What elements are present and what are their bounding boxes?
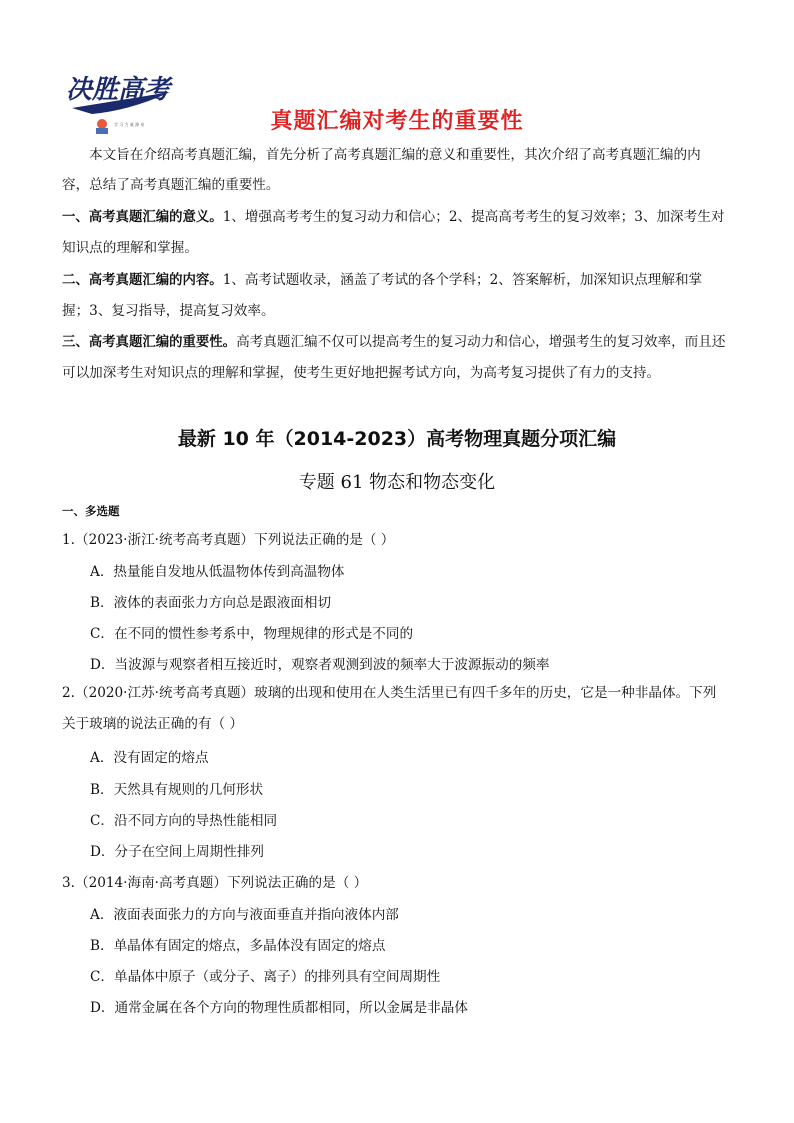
section-3-head: 三、高考真题汇编的重要性。: [62, 335, 237, 350]
question-3-option-c: C．单晶体中原子（或分子、离子）的排列具有空间周期性: [90, 969, 441, 985]
section-label: 一、多选题: [62, 504, 120, 518]
topic-heading: 专题 61 物态和物态变化: [298, 472, 496, 493]
section-3: [62, 327, 726, 388]
question-2-option-a: A．没有固定的熔点: [90, 750, 209, 766]
question-2-stem: 2.（2020·江苏·统考高考真题）玻璃的出现和使用在人类生活里已有四千多年的历史，它是一种非晶体。下列关于玻璃的说法正确的有（ ）: [62, 685, 717, 732]
question-3-stem: 3.（2014·海南·高考真题）下列说法正确的是（ ）: [62, 875, 368, 891]
question-2-option-b: B．天然具有规则的几何形状: [90, 782, 264, 798]
question-1-option-d: D．当波源与观察者相互接近时，观察者观测到波的频率大于波源振动的频率: [90, 657, 550, 673]
section-1-body: 1、增强高考考生的复习动力和信心；2、提高高考考生的复习效率；3、加深考生对知识点的理解和掌握。: [62, 209, 725, 256]
question-3-option-a: A．液面表面张力的方向与液面垂直并指向液体内部: [90, 907, 399, 923]
section-2-body: 1、高考试题收录，涵盖了考试的各个学科；2、答案解析，加深知识点理解和掌握；3、复习指导，提高复习效率。: [62, 272, 703, 319]
section-2: [62, 265, 726, 326]
section-2-head: 二、高考真题汇编的内容。: [62, 273, 223, 288]
page-title: 真题汇编对考生的重要性: [270, 109, 524, 134]
collection-heading: 最新 10 年（2014-2023）高考物理真题分项汇编: [177, 428, 617, 450]
logo-small-text: 学 习 力 量 源 泉: [114, 122, 145, 127]
question-1-option-c: C．在不同的惯性参考系中，物理规律的形式是不同的: [90, 626, 414, 642]
question-2-option-c: C．沿不同方向的导热性能相同: [90, 813, 278, 829]
question-3-option-b: B．单晶体有固定的熔点，多晶体没有固定的熔点: [90, 938, 386, 954]
question-1-option-b: B．液体的表面张力方向总是跟液面相切: [90, 595, 332, 611]
intro-paragraph: 本文旨在介绍高考真题汇编，首先分析了高考真题汇编的意义和重要性，其次介绍了高考真题汇编的内容，总结了高考真题汇编的重要性。: [62, 147, 701, 193]
section-3-body: 高考真题汇编不仅可以提高考生的复习动力和信心，增强考生的复习效率，而且还可以加深考生对知识点的理解和掌握，使考生更好地把握考试方向，为高考复习提供了有力的支持。: [62, 334, 726, 381]
question-3-option-d: D．通常金属在各个方向的物理性质都相同，所以金属是非晶体: [90, 1000, 468, 1016]
logo-text: 决胜高考: [66, 75, 171, 105]
question-1-option-a: A．热量能自发地从低温物体传到高温物体: [90, 564, 345, 580]
question-1-stem: 1.（2023·浙江·统考高考真题）下列说法正确的是（ ）: [62, 532, 395, 548]
section-1-head: 一、高考真题汇编的意义。: [62, 210, 223, 225]
question-2-option-d: D．分子在空间上周期性排列: [90, 844, 265, 860]
section-1: [62, 202, 726, 263]
